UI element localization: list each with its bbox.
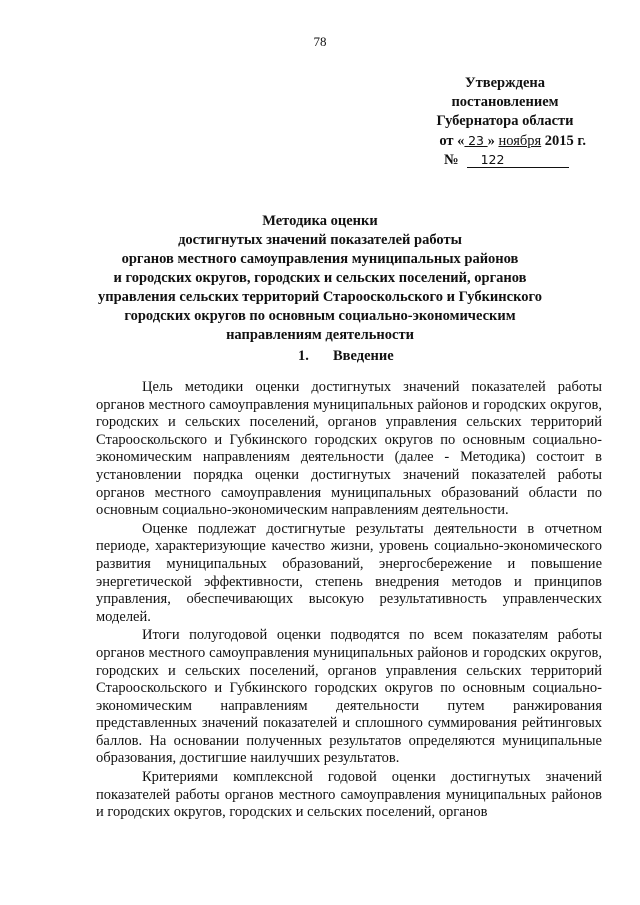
paragraph-half-year-results: Итоги полугодовой оценки подводятся по всем показателям работы органов местного самоуправления муниципальных районов и городских округов, городских и сельских поселений, органов управления сельских территорий Старооскольского и Губкинского городских округов по основным социально-экономическим направлениям деятельности путем ранжирования представленных значений показателей и сплошного суммирования рейтинговых баллов. На основании полученных результатов определяются муниципальные образования, достигшие наилучших результатов. bbox=[96, 627, 602, 767]
approval-day: 23 bbox=[468, 133, 484, 148]
approval-year: 2015 г. bbox=[541, 133, 586, 149]
section-number: 1. bbox=[298, 348, 309, 364]
approval-date-prefix: от « bbox=[439, 133, 465, 149]
title-line: органов местного самоуправления муниципальных районов bbox=[121, 251, 519, 267]
approval-line-resolution: постановлением bbox=[451, 94, 559, 110]
title-line: и городских округов, городских и сельских поселений, органов bbox=[113, 270, 527, 286]
page-number: 78 bbox=[313, 34, 327, 49]
approval-date bbox=[400, 131, 610, 151]
paragraph-assessment-subject: Оценке подлежат достигнутые результаты деятельности в отчетном периоде, характеризующие качество жизни, уровень социально-экономического развития муниципальных образований, энергосбережение и повышение энергетической эффективности, степень внедрения методов и принципов управления, обеспечивающих высокую результативность управленческих моделей. bbox=[96, 520, 602, 625]
paragraph-purpose: Цель методики оценки достигнутых значений показателей работы органов местного самоуправления муниципальных районов и городских округов, городских и сельских поселений, органов управления сельских территорий Старооскольского и Губкинского городских округов по основным социально-экономическим направлениям деятельности (далее - Методика) состоит в установлении порядка оценки достигнутых значений показателей работы органов местного самоуправления муниципальных образований области по основным социально-экономическим направлениям деятельности. bbox=[96, 379, 602, 519]
title-line: Методика оценки bbox=[262, 213, 378, 229]
approval-number-value: 122 bbox=[467, 152, 569, 168]
title-line: городских округов по основным социально-экономическим bbox=[124, 308, 516, 324]
approval-line-approved: Утверждена bbox=[465, 75, 545, 91]
approval-number bbox=[400, 151, 610, 170]
title-line: достигнутых значений показателей работы bbox=[178, 232, 462, 248]
approval-date-mid: » bbox=[487, 133, 499, 149]
document-body bbox=[96, 379, 602, 822]
section-title: Введение bbox=[333, 348, 394, 364]
title-line: направлениям деятельности bbox=[226, 327, 414, 343]
approval-line-governor: Губернатора области bbox=[436, 113, 574, 129]
approval-month: ноября bbox=[498, 133, 542, 149]
approval-stamp-block bbox=[400, 74, 610, 170]
title-line: управления сельских территорий Старооскольского и Губкинского bbox=[98, 289, 542, 305]
document-title bbox=[96, 212, 544, 345]
approval-number-label: № bbox=[444, 152, 459, 168]
paragraph-annual-criteria: Критериями комплексной годовой оценки достигнутых значений показателей работы органов местного самоуправления муниципальных районов и городских округов, городских и сельских поселений, органов bbox=[96, 769, 602, 821]
